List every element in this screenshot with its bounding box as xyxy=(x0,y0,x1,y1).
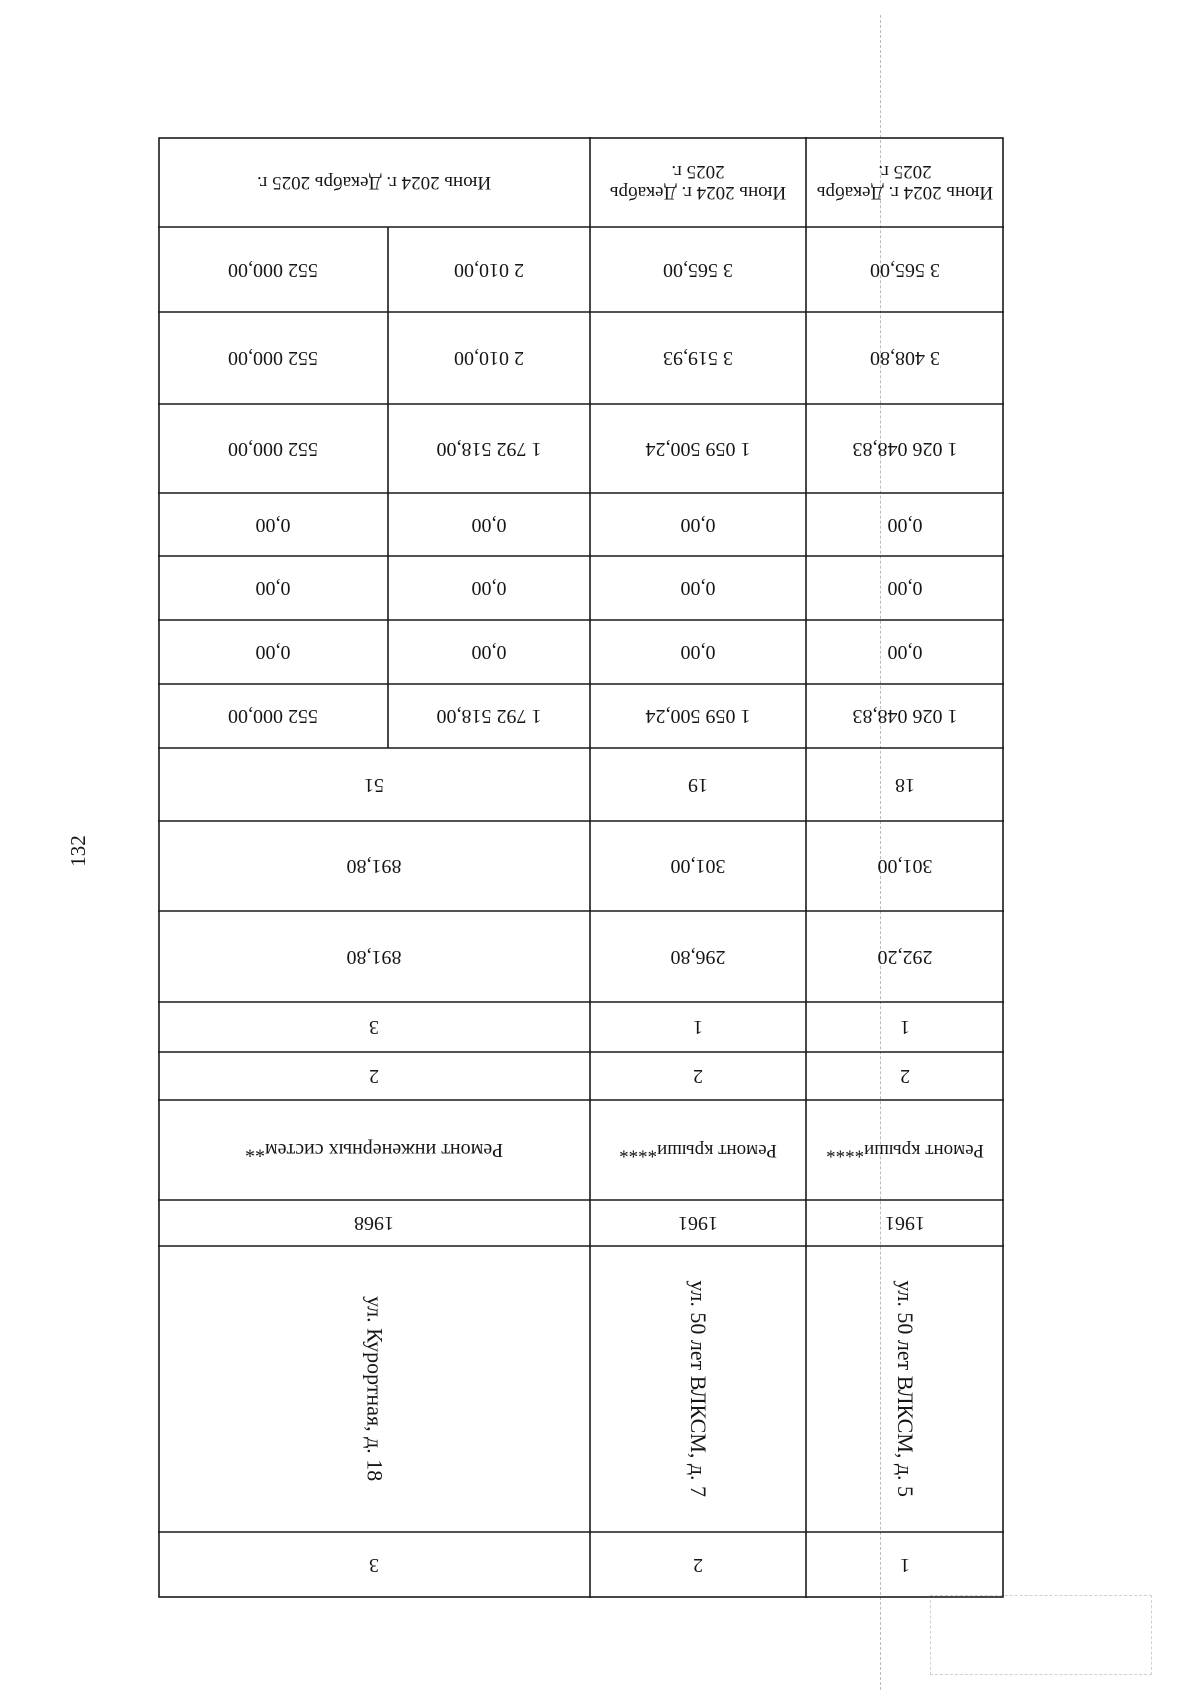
row1-year: 1961 xyxy=(885,1212,925,1235)
row2-address: ул. 50 лет ВЛКСМ, д. 7 xyxy=(686,1280,712,1498)
row3-col6: 3 xyxy=(369,1016,379,1039)
row3-col5: 2 xyxy=(369,1065,379,1088)
row2-total: 1 059 500,24 xyxy=(645,705,751,728)
row1-people: 18 xyxy=(895,773,915,796)
row1-period: Июнь 2024 г. Декабрь 2025 г. xyxy=(816,161,994,204)
row3-cost-a-sub-2: 552 000,00 xyxy=(228,347,318,370)
row1-work-type: Ремонт крыши**** xyxy=(826,1139,984,1161)
row3-area-b: 891,80 xyxy=(346,855,402,878)
row2-area-a: 296,80 xyxy=(670,945,726,968)
row2-cost-a: 3 519,93 xyxy=(663,347,733,370)
row1-address: ул. 50 лет ВЛКСМ, д. 5 xyxy=(893,1280,919,1498)
row2-area-b: 301,00 xyxy=(670,855,726,878)
row3-owners-sub-1: 1 792 518,00 xyxy=(436,437,542,460)
row2-no: 2 xyxy=(693,1554,703,1577)
row3-cost-b-sub-2: 552 000,00 xyxy=(228,258,318,281)
row3-people: 51 xyxy=(364,773,384,796)
row1-area-a: 292,20 xyxy=(877,945,933,968)
row2-year: 1961 xyxy=(678,1212,718,1235)
row2-period: Июнь 2024 г. Декабрь 2025 г. xyxy=(609,161,787,204)
row3-zero2-sub-2: 0,00 xyxy=(255,577,291,600)
row1-zero2: 0,00 xyxy=(887,577,923,600)
row1-col5: 2 xyxy=(900,1065,910,1088)
row2-owners: 1 059 500,24 xyxy=(645,437,751,460)
row2-col6: 1 xyxy=(693,1016,703,1039)
row3-address: ул. Курортная, д. 18 xyxy=(362,1296,388,1482)
row1-col6: 1 xyxy=(900,1016,910,1039)
row3-no: 3 xyxy=(369,1554,379,1577)
row1-zero1: 0,00 xyxy=(887,641,923,664)
row1-cost-a: 3 408,80 xyxy=(870,347,940,370)
row1-no: 1 xyxy=(900,1554,910,1577)
row3-work-type: Ремонт инженерных систем** xyxy=(244,1139,504,1162)
row3-cost-a-sub-1: 2 010,00 xyxy=(454,347,524,370)
row3-zero1-sub-2: 0,00 xyxy=(255,641,291,664)
row2-work-type: Ремонт крыши**** xyxy=(619,1139,777,1161)
row3-total-sub-1: 1 792 518,00 xyxy=(436,705,542,728)
page-number: 132 xyxy=(66,835,90,867)
row3-zero2-sub-1: 0,00 xyxy=(471,577,507,600)
row3-area-a: 891,80 xyxy=(346,945,402,968)
row2-zero2: 0,00 xyxy=(680,577,716,600)
row3-zero1-sub-1: 0,00 xyxy=(471,641,507,664)
row3-year: 1968 xyxy=(354,1212,394,1235)
row3-total-sub-2: 552 000,00 xyxy=(228,705,318,728)
row3-period: Июнь 2024 г. Декабрь 2025 г. xyxy=(256,171,492,193)
row2-people: 19 xyxy=(688,773,708,796)
row3-zero3-sub-2: 0,00 xyxy=(255,513,291,536)
row2-zero1: 0,00 xyxy=(680,641,716,664)
row3-owners-sub-2: 552 000,00 xyxy=(228,437,318,460)
stamp-area xyxy=(930,1595,1152,1675)
row3-zero3-sub-1: 0,00 xyxy=(471,513,507,536)
row3-cost-b-sub-1: 2 010,00 xyxy=(454,258,524,281)
row1-zero3: 0,00 xyxy=(887,513,923,536)
row1-cost-b: 3 565,00 xyxy=(870,258,940,281)
works-table xyxy=(158,137,1004,1598)
row2-col5: 2 xyxy=(693,1065,703,1088)
row1-total: 1 026 048,83 xyxy=(852,705,958,728)
row2-cost-b: 3 565,00 xyxy=(663,258,733,281)
row1-owners: 1 026 048,83 xyxy=(852,437,958,460)
row1-area-b: 301,00 xyxy=(877,855,933,878)
row2-zero3: 0,00 xyxy=(680,513,716,536)
